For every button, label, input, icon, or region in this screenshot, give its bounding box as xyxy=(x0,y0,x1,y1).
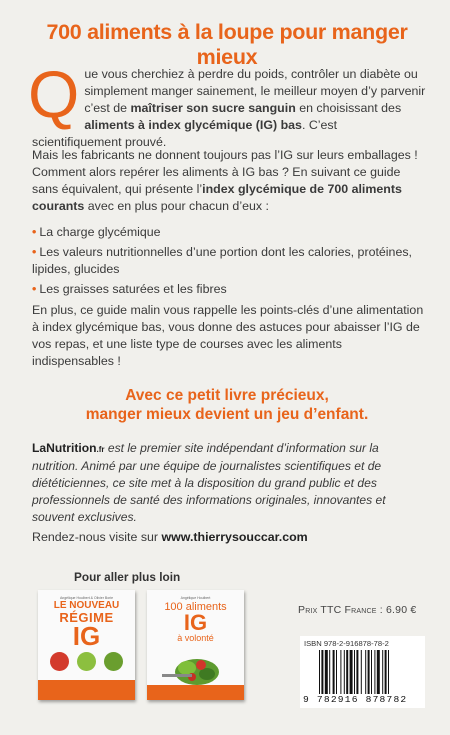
paragraph-2 xyxy=(32,147,427,215)
price-label: Prix TTC France : 6.90 € xyxy=(298,604,417,616)
intro-paragraph xyxy=(28,57,427,151)
lanutrition-paragraph xyxy=(32,440,427,526)
website-link[interactable]: www.thierrysouccar.com xyxy=(161,530,308,544)
barcode-bar xyxy=(346,650,348,694)
book2-title-line-3: à volonté xyxy=(177,633,214,643)
barcode-bar xyxy=(356,650,358,694)
barcode-bar xyxy=(350,650,353,694)
book1-title-line-3: IG xyxy=(72,621,101,651)
lanutrition-logo: LaNutrition.fr xyxy=(32,441,105,455)
bullet-item: • Les graisses saturées et les fibres xyxy=(32,282,227,296)
drop-cap: Q xyxy=(28,57,80,131)
p2-bold-1: index glycémique de 700 aliments courants xyxy=(32,182,402,213)
barcode-bar xyxy=(385,650,387,694)
barcode-bar xyxy=(333,650,335,694)
barcode-bar xyxy=(319,650,320,694)
bullet-dot-icon: • xyxy=(32,245,37,259)
intro-bold-1: maîtriser son sucre sanguin xyxy=(130,101,296,115)
book1-title-line-1: LE NOUVEAU xyxy=(53,600,120,611)
bullet-list xyxy=(32,224,427,301)
bullet-item: • La charge glycémique xyxy=(32,225,161,239)
barcode-icon xyxy=(319,650,417,694)
intro-text-3: . C’est scientifiquement prouvé. xyxy=(32,118,338,149)
price-value: 6.90 € xyxy=(386,604,417,616)
barcode-bar xyxy=(374,650,375,694)
barcode-bar xyxy=(371,650,372,694)
book1-title-line-2: RÉGIME xyxy=(59,610,114,625)
bullet-dot-icon: • xyxy=(32,225,37,239)
book1-author: Angélique Houlbert & Olivier Borie xyxy=(59,596,114,600)
barcode-bar xyxy=(368,650,370,694)
bullet-dot-icon: • xyxy=(32,282,37,296)
book1-circles-icon xyxy=(50,652,124,672)
barcode-bar xyxy=(361,650,362,694)
lanutrition-text: est le premier site indépendant d’information sur la nutrition. Animé par une équipe de journalistes scientifiques et de diététiciennes, ce site met à la disposition du grand public et des professionnels de santé des informations originales, innovantes et souvent exclusives. xyxy=(32,441,386,524)
book1-band xyxy=(38,680,135,700)
tagline-line-1: Avec ce petit livre précieux, xyxy=(125,387,329,404)
book2-band xyxy=(147,685,244,700)
p2-text-1: Mais les fabricants ne donnent toujours pas l’IG sur leurs emballages ! Comment alors repérer les aliments à IG bas ? En suivant ce guide sans équivalent, qui présente l’ xyxy=(32,148,418,196)
barcode-bar xyxy=(354,650,355,694)
intro-bold-2: aliments à index glycémique (IG) bas xyxy=(84,118,302,132)
barcode-bar xyxy=(340,650,341,694)
barcode-bar xyxy=(344,650,345,694)
tagline-line-2: manger mieux devient un jeu d’enfant. xyxy=(85,406,369,423)
barcode-bar xyxy=(377,650,380,694)
intro-text-1: ue vous cherchiez à perdre du poids, contrôler un diabète ou simplement manger sainement, le meilleur moyen d’y parvenir c’est de xyxy=(84,67,426,115)
isbn-number: ISBN 978-2-916878-78-2 xyxy=(304,639,389,648)
book2-title-line-2: IG xyxy=(183,610,208,635)
visit-line: Rendez-nous visite sur www.thierrysouccar.com xyxy=(32,530,308,544)
book-cover-nouveau-regime-ig xyxy=(38,590,135,700)
intro-text-2: en choisissant des xyxy=(295,101,402,115)
further-reading-heading: Pour aller plus loin xyxy=(74,570,181,584)
barcode-bar xyxy=(325,650,328,694)
barcode-number: 9 782916 878782 xyxy=(303,694,408,705)
barcode-bar xyxy=(329,650,330,694)
barcode-bar xyxy=(365,650,366,694)
fork-salad-icon xyxy=(157,652,234,688)
barcode-bar xyxy=(388,650,389,694)
book-cover-100-aliments-ig xyxy=(147,590,244,700)
page-title: 700 aliments à la loupe pour manger mieux xyxy=(46,20,408,69)
p2-text-2: avec en plus pour chacun d’eux : xyxy=(84,199,269,213)
barcode-bar xyxy=(382,650,383,694)
paragraph-3: En plus, ce guide malin vous rappelle les points-clés d’une alimentation à index glycémique bas, vous donne des astuces pour abaisser l’IG de vos repas, et une liste type de courses avec les aliments indispensables ! xyxy=(32,303,424,368)
tagline xyxy=(22,386,432,424)
barcode-bar xyxy=(321,650,323,694)
bullet-item: • Les valeurs nutritionnelles d’une portion dont les calories, protéines, lipides, glucides xyxy=(32,245,412,276)
book2-title-line-1: 100 aliments xyxy=(164,601,227,613)
book2-author: Angélique Houlbert xyxy=(180,596,211,600)
barcode-bar xyxy=(336,650,337,694)
